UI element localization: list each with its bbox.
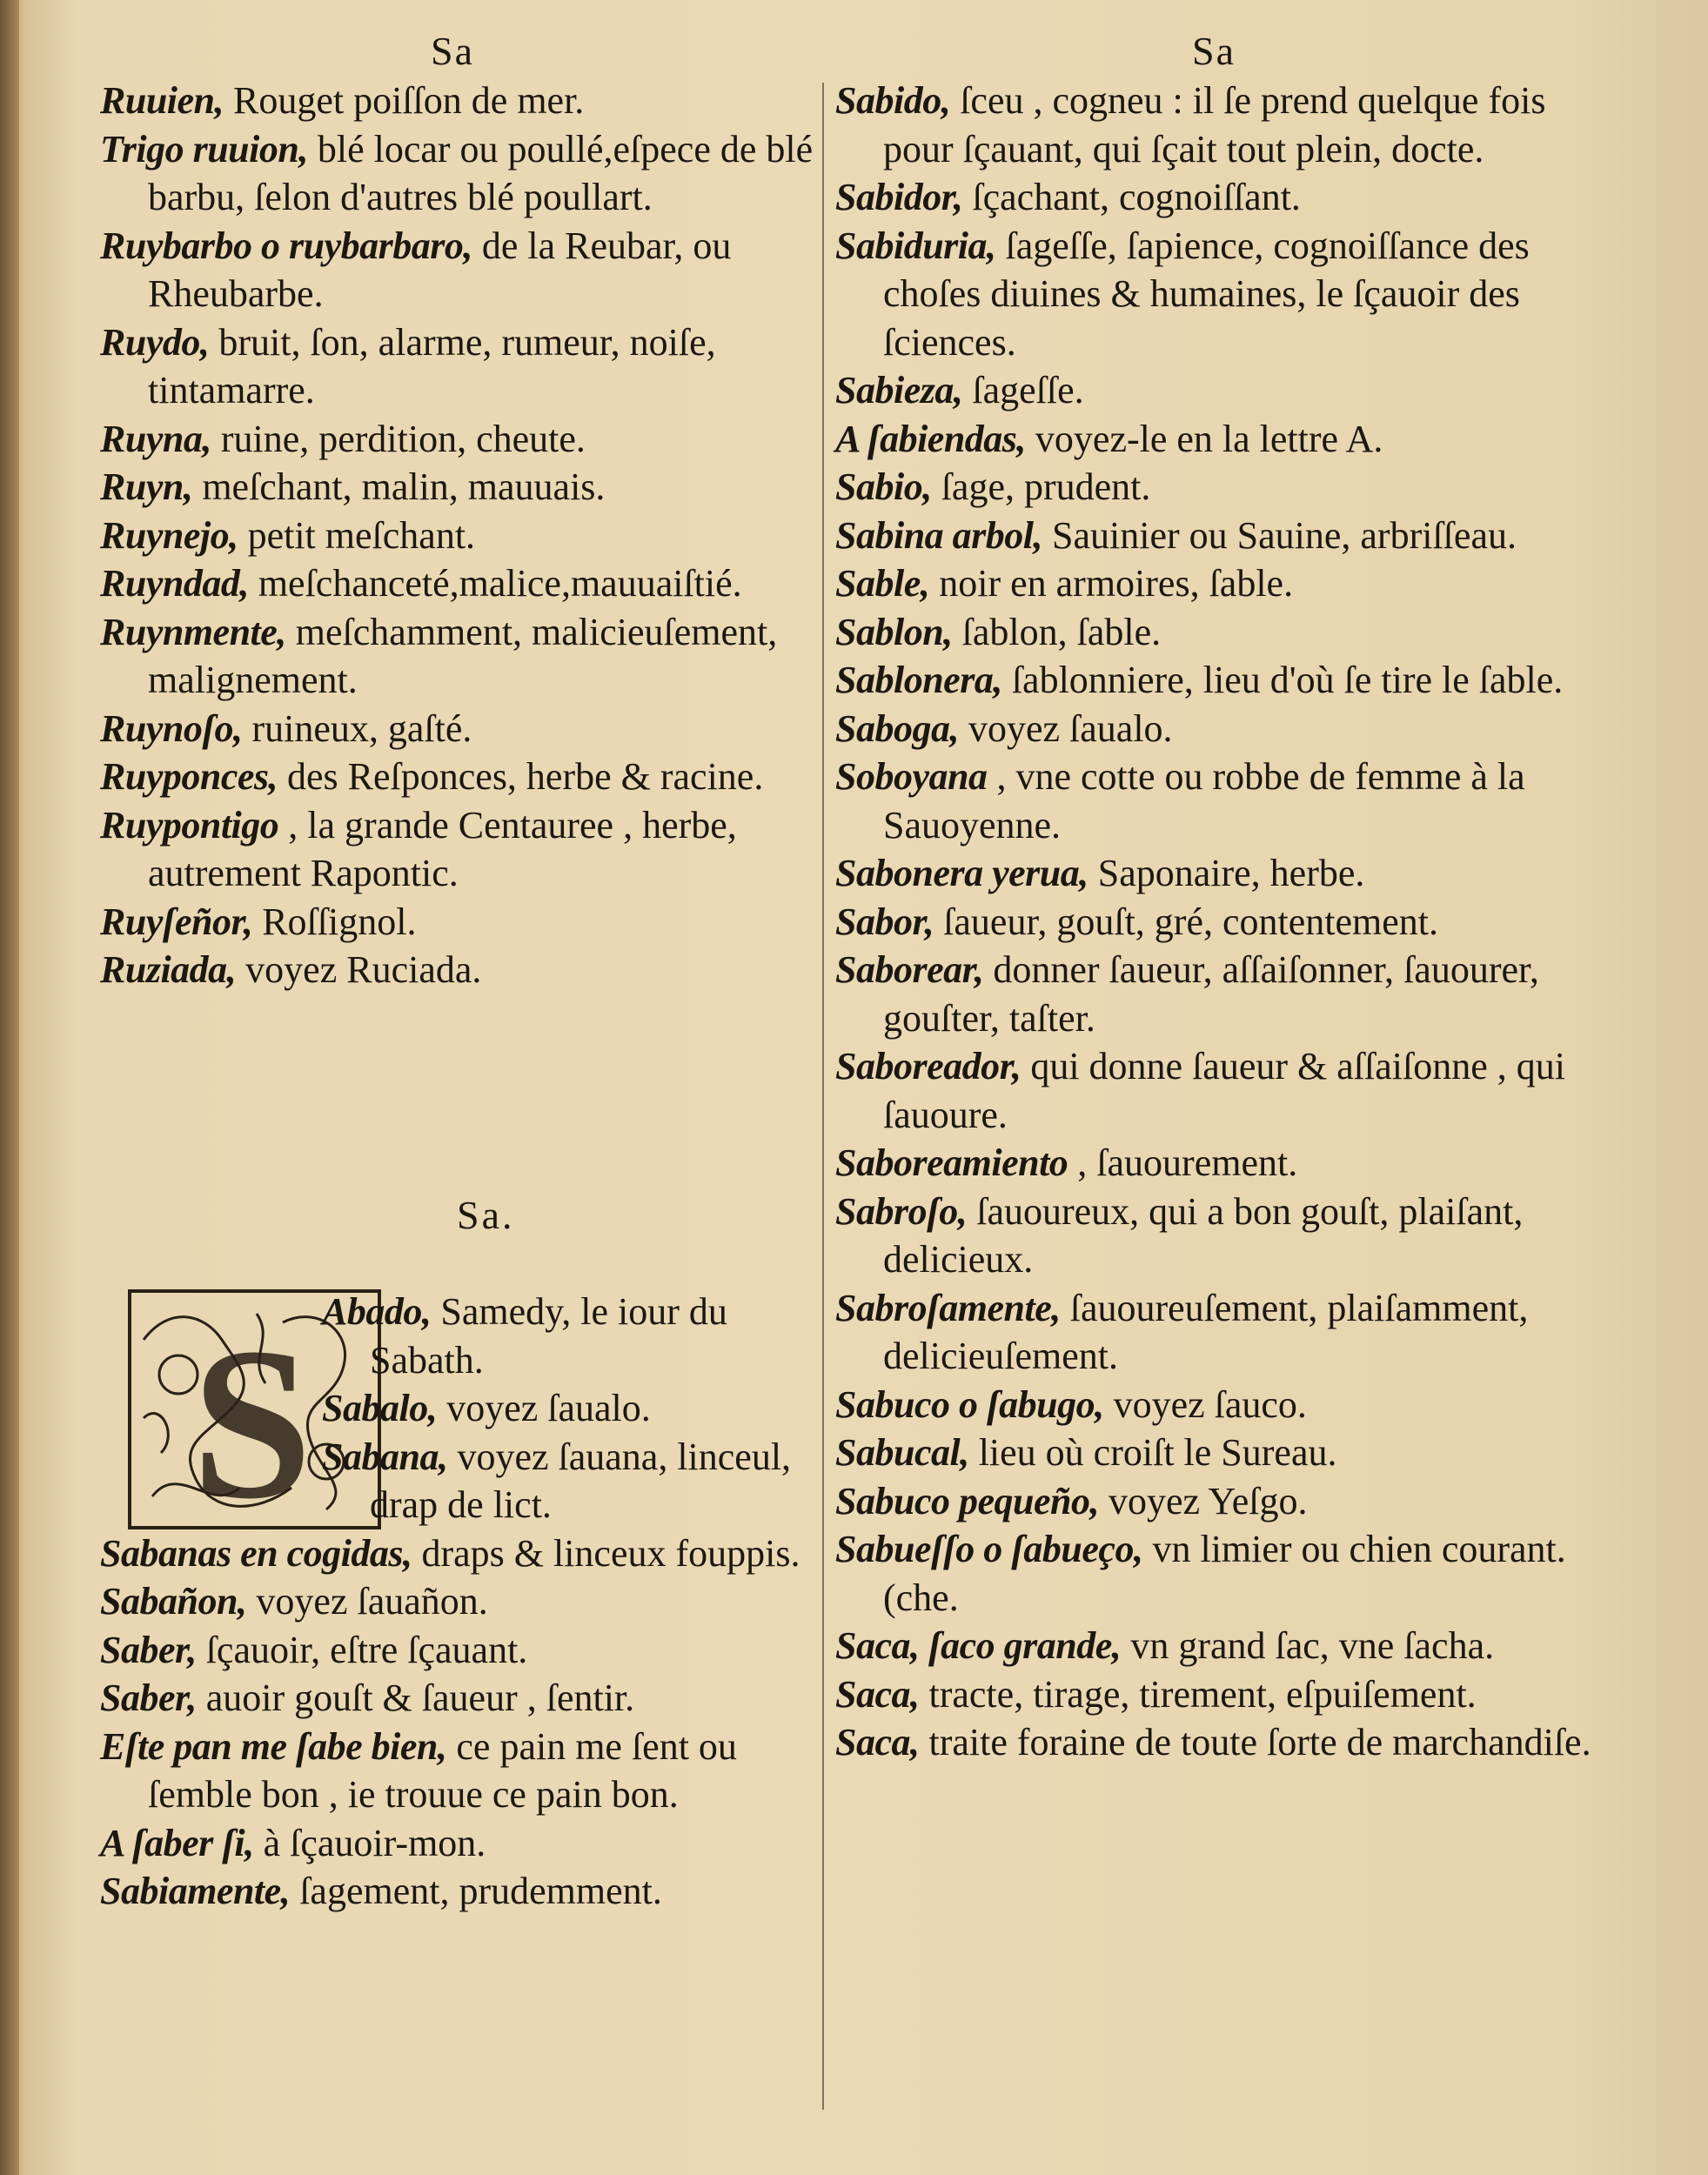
dictionary-entry bbox=[100, 415, 814, 464]
dictionary-entry bbox=[835, 1429, 1592, 1477]
dictionary-entry bbox=[100, 801, 814, 898]
entry-headword: A ſaber ſi, bbox=[100, 1821, 254, 1864]
entry-headword: Saboreador, bbox=[835, 1045, 1021, 1088]
dictionary-entry bbox=[100, 898, 814, 947]
dictionary-entry bbox=[100, 318, 814, 415]
entry-definition: ſçachant, cognoiſſant. bbox=[962, 176, 1301, 218]
dictionary-entry bbox=[100, 1529, 814, 1578]
entry-definition: voyez ſaualo. bbox=[437, 1387, 651, 1429]
entry-definition: ce pain me ſent ou ſemble bon , ie trouue ce pain bon. bbox=[148, 1724, 737, 1816]
entry-headword: Ruuien, bbox=[100, 79, 224, 122]
entry-headword: Ruynmente, bbox=[100, 610, 286, 653]
entry-headword: Ruybarbo o ruybarbaro, bbox=[100, 224, 472, 267]
entry-definition: vn limier ou chien courant. (che. bbox=[883, 1528, 1566, 1619]
dictionary-entry bbox=[100, 463, 814, 512]
entry-headword: Sabuco o ſabugo, bbox=[835, 1382, 1104, 1426]
entry-headword: Ruyn, bbox=[100, 465, 193, 508]
entry-headword: Saca, bbox=[835, 1672, 920, 1716]
entry-definition: petit meſchant. bbox=[238, 513, 476, 557]
dictionary-entry bbox=[100, 1867, 814, 1916]
entry-headword: Sabonera yerua, bbox=[835, 852, 1088, 894]
entry-definition: ſageſſe, ſapience, cognoiſſance des choſes diuines & humaines, le ſçauoir des ſciences. bbox=[883, 224, 1530, 364]
entry-definition: ſauoureuſement, plaiſamment, delicieuſement. bbox=[883, 1286, 1529, 1377]
entry-headword: Saboga, bbox=[835, 706, 959, 750]
dictionary-entry bbox=[835, 1477, 1592, 1526]
entry-definition: ſageſſe. bbox=[962, 369, 1084, 412]
entry-headword: Saca, ſaco grande, bbox=[835, 1624, 1122, 1667]
dictionary-entry bbox=[835, 946, 1592, 1042]
entry-definition: ſaueur, gouſt, gré, contentement. bbox=[934, 900, 1438, 943]
entry-headword: Sabueſſo o ſabueço, bbox=[835, 1528, 1143, 1570]
entry-headword: Ruyna, bbox=[100, 417, 211, 460]
entry-headword: Sabalo, bbox=[322, 1387, 438, 1429]
page-binding-edge bbox=[0, 0, 19, 2175]
left-entries bbox=[100, 77, 814, 994]
dictionary-entry bbox=[835, 1381, 1592, 1429]
entry-definition: tracte, tirage, tirement, eſpuiſement. bbox=[919, 1672, 1477, 1716]
entry-headword: Ruynejo, bbox=[100, 513, 238, 557]
entry-headword: Trigo ruuion, bbox=[100, 127, 308, 171]
entry-headword: Sabroſamente, bbox=[835, 1286, 1061, 1329]
entry-headword: A ſabiendas, bbox=[835, 417, 1026, 460]
entry-definition: ruineux, gaſté. bbox=[242, 706, 472, 750]
entry-headword: Sablonera, bbox=[835, 659, 1002, 701]
dictionary-entry bbox=[835, 1188, 1592, 1284]
entry-definition: Samedy, le iour du Sabath. bbox=[370, 1290, 727, 1382]
dictionary-entry bbox=[100, 222, 814, 318]
entry-definition: vn grand ſac, vne ſacha. bbox=[1121, 1624, 1495, 1667]
entry-definition: à ſçauoir-mon. bbox=[253, 1821, 486, 1864]
entry-definition: meſchanceté,malice,mauuaiſtié. bbox=[248, 562, 742, 605]
entry-definition: voyez ſauana, linceul, drap de lict. bbox=[370, 1435, 792, 1526]
entry-definition: meſchamment, malicieuſement, malignement. bbox=[148, 610, 778, 701]
entry-headword: Sabieza, bbox=[835, 369, 963, 412]
entry-definition: lieu où croiſt le Sureau. bbox=[968, 1431, 1337, 1474]
left-entries-after bbox=[100, 1288, 814, 1916]
dictionary-entry bbox=[835, 849, 1592, 898]
dictionary-entry bbox=[100, 753, 814, 801]
entry-headword: Ruziada, bbox=[100, 948, 237, 991]
entry-headword: Sabiamente, bbox=[100, 1870, 291, 1912]
entry-headword: Sabañon, bbox=[100, 1580, 247, 1623]
entry-definition: bruit, ſon, alarme, rumeur, noiſe, tintamarre. bbox=[148, 320, 716, 412]
entry-headword: Sabio, bbox=[835, 465, 932, 508]
right-running-header: Sa bbox=[1192, 29, 1236, 73]
entry-definition: Sauinier ou Sauine, arbriſſeau. bbox=[1042, 513, 1517, 557]
dictionary-entry bbox=[100, 608, 814, 705]
entry-definition: voyez-le en la lettre A. bbox=[1025, 417, 1383, 460]
dictionary-entry bbox=[835, 77, 1592, 173]
entry-headword: Sabanas en cogidas, bbox=[100, 1531, 412, 1575]
entry-definition: , vne cotte ou robbe de femme à la Sauoyenne. bbox=[883, 755, 1525, 847]
dictionary-entry bbox=[835, 656, 1592, 705]
dictionary-entry bbox=[835, 898, 1592, 947]
dictionary-entry bbox=[835, 753, 1592, 849]
entry-definition: ruine, perdition, cheute. bbox=[211, 417, 586, 460]
entry-headword: Ruyponces, bbox=[100, 755, 278, 798]
dictionary-entry bbox=[835, 559, 1592, 608]
entry-definition: Roſſignol. bbox=[252, 900, 417, 943]
dictionary-entry bbox=[835, 1670, 1592, 1719]
dictionary-entry bbox=[835, 608, 1592, 657]
entry-headword: Sabucal, bbox=[835, 1431, 969, 1474]
entry-definition: ſablonniere, lieu d'où ſe tire le ſable. bbox=[1001, 659, 1564, 701]
entry-definition: de la Reubar, ou Rheubarbe. bbox=[148, 224, 732, 315]
entry-definition: ſauoureux, qui a bon gouſt, plaiſant, delicieux. bbox=[883, 1189, 1524, 1281]
dictionary-entry bbox=[835, 415, 1592, 464]
entry-definition: ſablon, ſable. bbox=[952, 610, 1162, 653]
dictionary-entry bbox=[100, 1819, 814, 1868]
entry-definition: voyez ſaualo. bbox=[958, 706, 1173, 750]
left-running-header: Sa bbox=[431, 29, 474, 73]
dictionary-entry bbox=[100, 125, 814, 222]
entry-definition: voyez Ruciada. bbox=[236, 948, 482, 991]
entry-headword: Sabina arbol, bbox=[835, 513, 1043, 557]
entry-definition: blé locar ou poullé,eſpece de blé barbu, ſelon d'autres blé poullart. bbox=[148, 127, 814, 218]
entry-headword: Sablon, bbox=[835, 610, 953, 653]
dictionary-entry bbox=[835, 512, 1592, 560]
entry-headword: Sabido, bbox=[835, 79, 951, 122]
entry-headword: Sabor, bbox=[835, 900, 934, 943]
entry-headword: Saboreamiento bbox=[835, 1141, 1068, 1184]
entry-headword: Ruynoſo, bbox=[100, 706, 243, 750]
entry-headword: Ruyſeñor, bbox=[100, 900, 253, 943]
dictionary-entry bbox=[835, 1042, 1592, 1139]
right-column bbox=[835, 0, 1592, 2175]
entry-headword: Soboyana bbox=[835, 755, 988, 798]
entry-headword: Saber, bbox=[100, 1628, 197, 1671]
entry-definition: ſceu , cogneu : il ſe prend quelque fois pour ſçauant, qui ſçait tout plein, docte. bbox=[883, 79, 1546, 171]
dictionary-entry bbox=[100, 77, 814, 125]
entry-definition: Saponaire, herbe. bbox=[1088, 852, 1365, 894]
dictionary-entry bbox=[835, 1284, 1592, 1381]
entry-headword: Saborear, bbox=[835, 948, 984, 991]
dictionary-entry bbox=[100, 705, 814, 753]
entry-definition: , ſauourement. bbox=[1068, 1141, 1298, 1184]
entry-headword: Abado, bbox=[322, 1290, 432, 1333]
dictionary-entry bbox=[835, 1622, 1592, 1670]
dictionary-entry bbox=[835, 1139, 1592, 1188]
dictionary-entry bbox=[100, 1626, 814, 1675]
dictionary-entry bbox=[835, 173, 1592, 222]
entry-headword: Saber, bbox=[100, 1676, 197, 1719]
section-heading: Sa. bbox=[457, 1193, 515, 1237]
entry-headword: Sabidor, bbox=[835, 176, 963, 218]
left-column bbox=[100, 0, 814, 2175]
dictionary-entry bbox=[100, 946, 814, 994]
dictionary-entry bbox=[100, 1577, 814, 1626]
dictionary-entry bbox=[835, 222, 1592, 367]
entry-definition: meſchant, malin, mauuais. bbox=[192, 465, 606, 508]
dropcap-letter: S bbox=[191, 1303, 313, 1531]
entry-headword: Ruyndad, bbox=[100, 562, 249, 605]
entry-definition: voyez Yeſgo. bbox=[1098, 1479, 1308, 1522]
entry-headword: Sabana, bbox=[322, 1435, 448, 1478]
entry-definition: draps & linceux fouppis. bbox=[412, 1531, 800, 1575]
dictionary-entry bbox=[100, 1288, 814, 1384]
entry-definition: Rouget poiſſon de mer. bbox=[224, 79, 585, 122]
entry-headword: Sabroſo, bbox=[835, 1189, 968, 1233]
dictionary-entry bbox=[100, 512, 814, 560]
right-entries bbox=[835, 77, 1592, 1767]
entry-headword: Sable, bbox=[835, 562, 930, 605]
entry-headword: Sabiduria, bbox=[835, 224, 996, 267]
entry-definition: voyez ſauco. bbox=[1103, 1382, 1307, 1426]
entry-definition: qui donne ſaueur & aſſaiſonne , qui ſauoure. bbox=[883, 1045, 1565, 1136]
entry-definition: noir en armoires, ſable. bbox=[929, 562, 1294, 605]
entry-definition: , la grande Centauree , herbe, autrement Rapontic. bbox=[148, 803, 737, 894]
entry-definition: voyez ſauañon. bbox=[246, 1580, 488, 1623]
entry-headword: Ruypontigo bbox=[100, 803, 279, 847]
dictionary-entry bbox=[835, 463, 1592, 512]
dictionary-entry bbox=[100, 559, 814, 608]
dictionary-entry bbox=[100, 1723, 814, 1819]
entry-definition: des Reſponces, herbe & racine. bbox=[278, 755, 764, 798]
dictionary-entry bbox=[835, 1525, 1592, 1622]
entry-definition: ſçauoir, eſtre ſçauant. bbox=[196, 1628, 528, 1671]
entry-definition: ſage, prudent. bbox=[931, 465, 1151, 508]
dictionary-entry bbox=[835, 1718, 1592, 1767]
entry-definition: auoir gouſt & ſaueur , ſentir. bbox=[196, 1676, 635, 1719]
dictionary-entry bbox=[100, 1674, 814, 1723]
dictionary-entry bbox=[835, 366, 1592, 415]
entry-headword: Eſte pan me ſabe bien, bbox=[100, 1724, 447, 1768]
entry-headword: Saca, bbox=[835, 1721, 920, 1763]
dictionary-entry bbox=[100, 1433, 814, 1529]
entry-definition: donner ſaueur, aſſaiſonner, ſauourer, gouſter, taſter. bbox=[883, 948, 1539, 1040]
entry-definition: ſagement, prudemment. bbox=[290, 1870, 662, 1912]
entry-definition: traite foraine de toute ſorte de marchandiſe. bbox=[919, 1721, 1591, 1763]
entry-headword: Ruydo, bbox=[100, 320, 210, 364]
entry-headword: Sabuco pequeño, bbox=[835, 1479, 1099, 1522]
dictionary-entry bbox=[835, 705, 1592, 753]
dictionary-entry bbox=[100, 1384, 814, 1433]
column-divider bbox=[822, 83, 824, 2110]
